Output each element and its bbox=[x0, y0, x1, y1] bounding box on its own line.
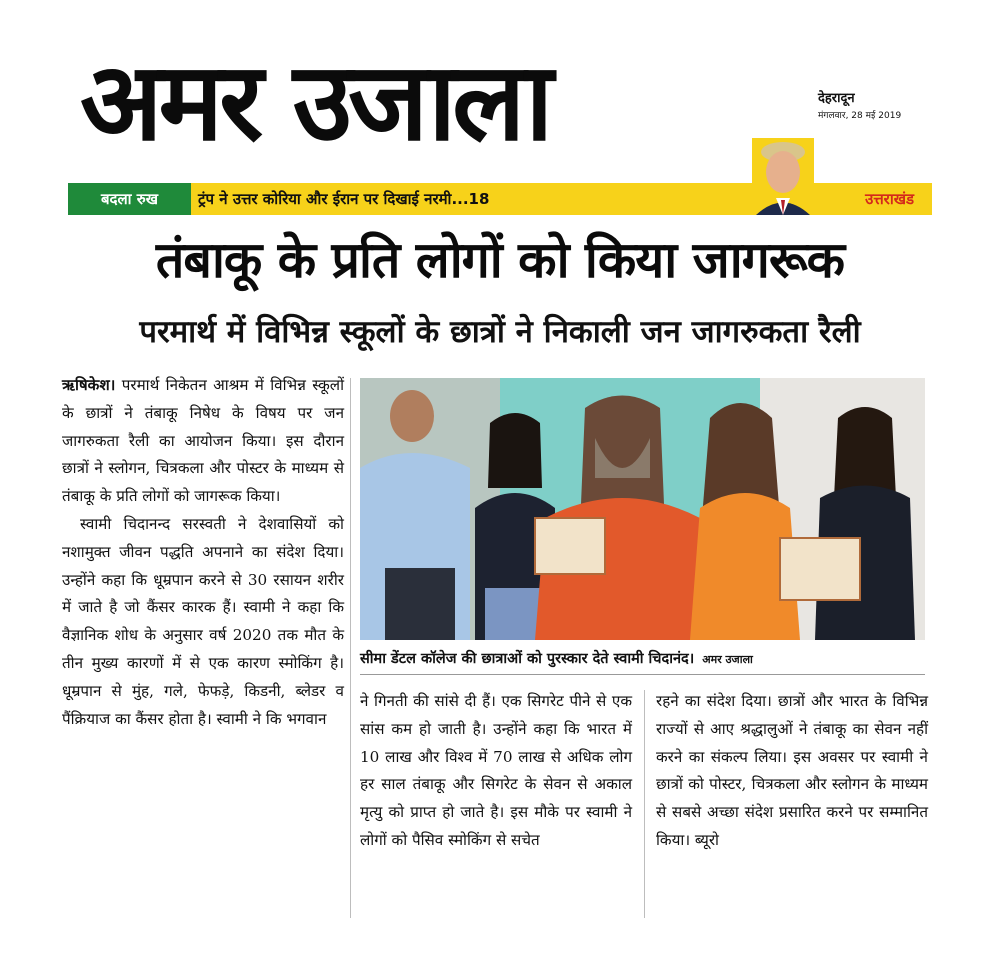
article-dateline-word: ऋषिकेश। bbox=[62, 376, 116, 394]
article-paragraph-2: स्वामी चिदानन्द सरस्वती ने देशवासियों को नशामुक्त जीवन पद्धति अपनाने का संदेश दिया। उन्होंने कहा कि धूम्रपान करने से 30 रसायन शरीर में जाते है जो कैंसर कारक हैं। स्वामी ने कहा कि वैज्ञानिक शोध के अनुसार वर्ष 2020 तक मौत के तीन मुख्य कारणों में से एक कारण स्मोकिंग है। धूम्रपान से मुंह, गले, फेफड़े, किडनी, ब्लेडर व पैंक्रियाज का कैंसर होता है। स्वामी ने कि भगवान bbox=[62, 514, 344, 728]
photo-caption-text: सीमा डेंटल कॉलेज की छात्राओं को पुरस्कार देते स्वामी चिदानंद। bbox=[360, 651, 695, 667]
article-paragraph-3: ने गिनती की सांसे दी हैं। एक सिगरेट पीने से एक सांस कम हो जाती है। उन्होंने कहा कि भारत में 10 लाख और विश्व में 70 लाख से अधिक लोग हर साल तंबाकू और सिगरेट के सेवन से अकाल मृत्यु को प्राप्त हो जाते है। इस मौके पर स्वामी ने लोगों को पैसिव स्मोकिंग से सचेत bbox=[360, 692, 632, 849]
photo-credit: अमर उजाला bbox=[702, 653, 753, 666]
article-subhead: परमार्थ में विभिन्न स्कूलों के छात्रों ने निकाली जन जागरुकता रैली bbox=[139, 314, 861, 350]
teaser-portrait-image bbox=[752, 138, 814, 215]
article-paragraph-4: रहने का संदेश दिया। छात्रों और भारत के विभिन्न राज्यों से आए श्रद्धालुओं ने तंबाकू का सेवन नहीं करने का संकल्प लिया। इस अवसर पर स्वामी ने छात्रों को पोस्टर, चित्रकला और स्लोगन के माध्यम से सबसे अच्छा संदेश प्रसारित करने पर सम्मानित किया। ब्यूरो bbox=[656, 692, 928, 849]
column-divider bbox=[350, 378, 351, 918]
article-column-middle bbox=[360, 688, 632, 855]
ribbon-teaser: ट्रंप ने उत्तर कोरिया और ईरान पर दिखाई नरमी...18 bbox=[198, 190, 490, 208]
article-paragraph-text: परमार्थ निकेतन आश्रम में विभिन्न स्कूलों के छात्रों ने तंबाकू निषेध के विषय पर जन जागरुकता रैली का आयोजन किया। इस दौरान छात्रों ने स्लोगन, चित्रकला और पोस्टर के माध्यम से तंबाकू के प्रति लोगों को जागरूक किया। bbox=[62, 376, 345, 506]
edition-dateline bbox=[818, 88, 938, 121]
edition-city: देहरादून bbox=[818, 91, 855, 106]
edition-date: मंगलवार, 28 मई 2019 bbox=[818, 111, 902, 121]
article-paragraph bbox=[62, 372, 344, 511]
ribbon-region: उत्तराखंड bbox=[865, 190, 914, 208]
newspaper-masthead: अमर उजाला bbox=[80, 40, 550, 165]
article-column-left bbox=[62, 372, 344, 733]
column-divider bbox=[644, 690, 645, 918]
article-column-right bbox=[656, 688, 928, 855]
photo-caption bbox=[360, 644, 925, 675]
ribbon-label: बदला रुख bbox=[68, 183, 191, 215]
article-photo bbox=[360, 378, 925, 640]
article-headline: तंबाकू के प्रति लोगों को किया जागरूक bbox=[155, 231, 845, 289]
